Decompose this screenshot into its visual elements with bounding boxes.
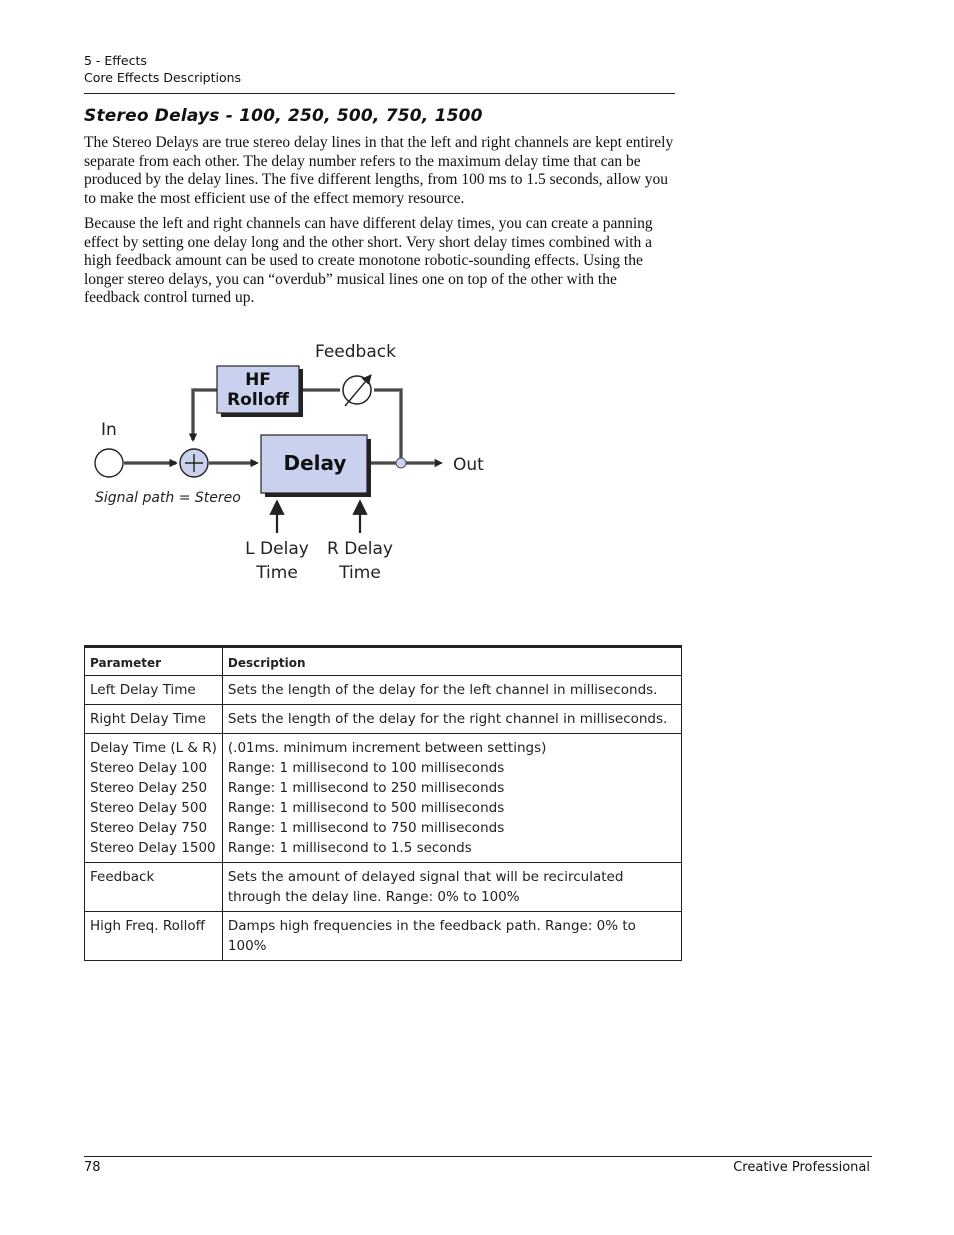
table-row xyxy=(85,863,682,912)
section-title: Stereo Delays - 100, 250, 500, 750, 1500 xyxy=(84,106,483,126)
parameter-line: Stereo Delay 250 xyxy=(90,780,208,796)
publication-name: Creative Professional xyxy=(733,1160,870,1175)
description-line: Range: 1 millisecond to 750 milliseconds xyxy=(227,820,505,836)
parameter-line: Feedback xyxy=(90,869,155,885)
description-line: Range: 1 millisecond to 500 milliseconds xyxy=(227,800,505,816)
delay-label: Delay xyxy=(283,451,347,475)
hf-rolloff-label-line2: Rolloff xyxy=(227,390,289,410)
summing-node-icon xyxy=(180,449,208,477)
parameter-line: Stereo Delay 500 xyxy=(90,800,208,816)
table-row xyxy=(85,734,682,863)
parameter-line: Stereo Delay 100 xyxy=(90,760,208,776)
parameter-line: Left Delay Time xyxy=(90,682,196,698)
description-line: Range: 1 millisecond to 250 milliseconds xyxy=(227,780,505,796)
parameter-line: Stereo Delay 750 xyxy=(90,820,208,836)
parameter-line: Right Delay Time xyxy=(90,711,206,727)
description-cell xyxy=(222,734,681,863)
body-paragraph-2: Because the left and right channels can have different delay times, you can create a panning effect by setting one delay long and the other short. Very short delay times combined with a high feedback amount can be used to create monotone robotic-sounding effects. Using the longer stereo delays, you can “overdub” musical lines one on top of the other with the feedback control turned up. xyxy=(84,215,653,307)
parameter-table xyxy=(84,645,682,961)
in-label: In xyxy=(101,420,117,440)
description-cell xyxy=(222,676,681,705)
description-cell xyxy=(222,705,681,734)
r-delay-label-line1: R Delay xyxy=(327,539,393,559)
description-cell xyxy=(222,863,681,912)
l-delay-label-line1: L Delay xyxy=(245,539,309,559)
running-header xyxy=(84,52,241,86)
feedback-amount-icon xyxy=(343,375,371,406)
parameter-cell xyxy=(85,912,223,961)
header-divider xyxy=(84,93,675,94)
description-line: Range: 1 millisecond to 100 milliseconds xyxy=(227,760,505,776)
header-description: Description xyxy=(222,647,681,676)
delay-box xyxy=(261,435,371,497)
signal-path-note: Signal path = Stereo xyxy=(95,490,241,506)
out-label: Out xyxy=(453,455,484,475)
description-line: Sets the amount of delayed signal that will be recirculated through the delay line. Range: 0% to 100% xyxy=(227,869,624,905)
description-cell xyxy=(222,912,681,961)
stereo-delay-signal-diagram xyxy=(84,335,484,590)
input-node-icon xyxy=(95,449,123,477)
parameter-cell xyxy=(85,676,223,705)
hf-rolloff-label-line1: HF xyxy=(245,370,271,390)
parameter-cell xyxy=(85,863,223,912)
parameter-cell xyxy=(85,705,223,734)
description-line: Range: 1 millisecond to 1.5 seconds xyxy=(227,840,472,856)
table-row xyxy=(85,676,682,705)
footer-divider xyxy=(84,1156,872,1157)
description-line: (.01ms. minimum increment between settings) xyxy=(227,740,547,756)
body-paragraph-1: The Stereo Delays are true stereo delay lines in that the left and right channels are kept entirely separate from each other. The delay number refers to the maximum delay time that can be produced by the delay lines. The five different lengths, from 100 ms to 1.5 seconds, allow you to make the most efficient use of the effect memory resource. xyxy=(84,134,674,207)
r-delay-label-line2: Time xyxy=(339,563,381,583)
description-line: Sets the length of the delay for the left channel in milliseconds. xyxy=(227,682,658,698)
parameter-line: Delay Time (L & R) xyxy=(90,740,217,756)
table-row xyxy=(85,705,682,734)
parameter-cell xyxy=(85,734,223,863)
header-parameter: Parameter xyxy=(85,647,223,676)
table-row xyxy=(85,912,682,961)
l-delay-label-line2: Time xyxy=(256,563,298,583)
output-junction-icon xyxy=(396,458,406,468)
description-line: Sets the length of the delay for the right channel in milliseconds. xyxy=(227,711,668,727)
feedback-label: Feedback xyxy=(315,342,396,362)
hf-rolloff-box xyxy=(217,366,303,417)
parameter-line: High Freq. Rolloff xyxy=(90,918,205,934)
header-chapter: 5 - Effects xyxy=(84,53,147,68)
description-line: Damps high frequencies in the feedback path. Range: 0% to 100% xyxy=(227,918,636,954)
table-header-row xyxy=(85,647,682,676)
page-number: 78 xyxy=(84,1160,101,1175)
header-section: Core Effects Descriptions xyxy=(84,70,242,85)
parameter-line: Stereo Delay 1500 xyxy=(90,840,216,856)
